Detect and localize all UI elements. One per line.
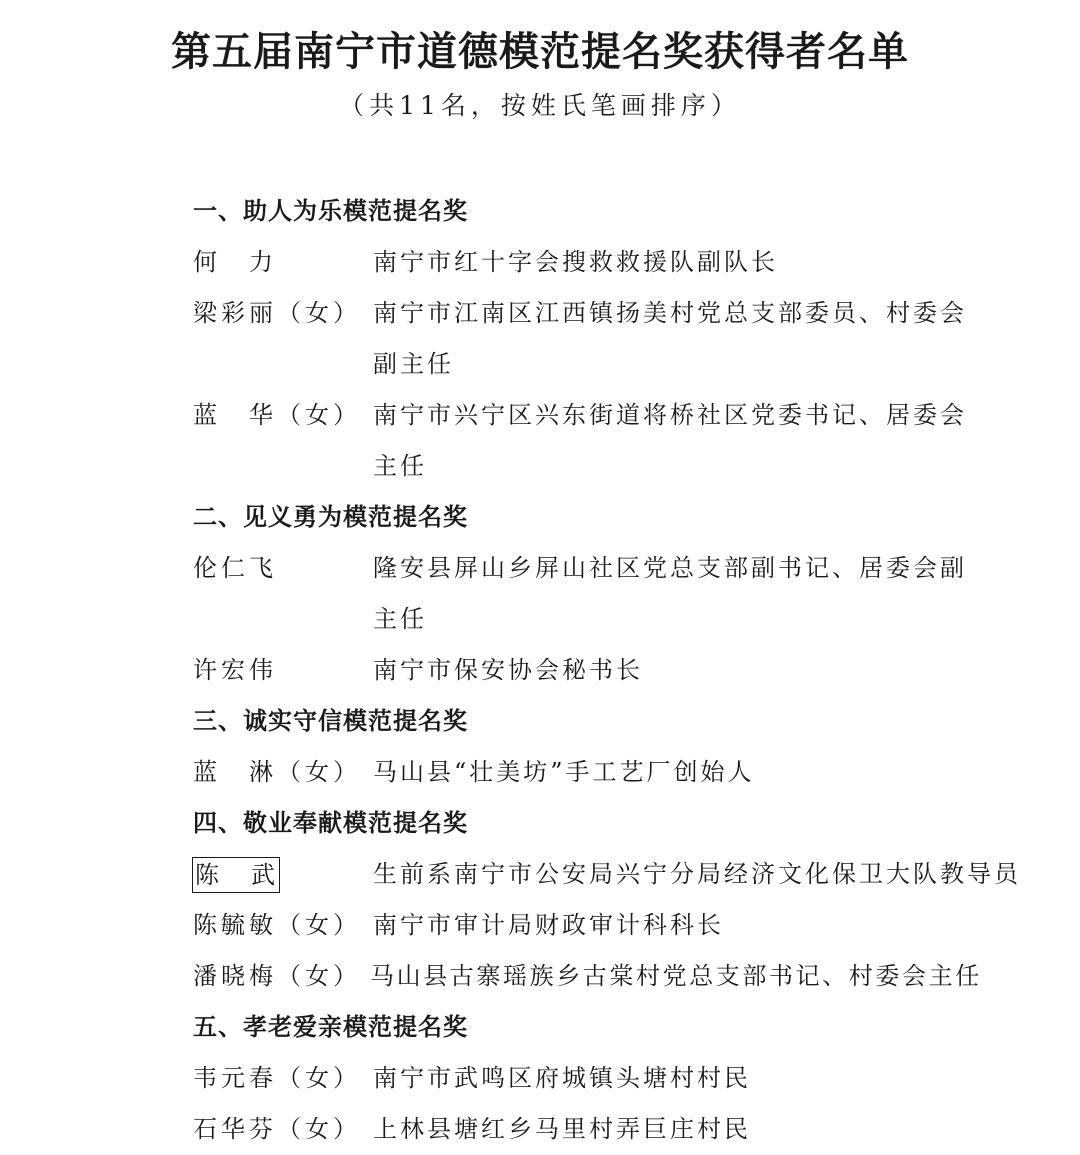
winner-name: 许宏伟: [193, 656, 277, 684]
entry-row: [0, 288, 1080, 339]
section-heading: 三、诚实守信模范提名奖: [193, 707, 468, 735]
winner-name: 石华芬（女）: [193, 1115, 361, 1143]
winner-description: 南宁市武鸣区府城镇头塘村村民: [373, 1064, 751, 1092]
entry-row: [0, 900, 1080, 951]
winner-description: 南宁市保安协会秘书长: [373, 656, 643, 684]
winner-name: 陈毓敏（女）: [193, 911, 361, 939]
winner-name: 潘晓梅（女）: [193, 962, 361, 990]
entry-continuation-row: [0, 441, 1080, 492]
winner-name: 韦元春（女）: [193, 1064, 361, 1092]
entry-continuation-row: [0, 594, 1080, 645]
section-heading-row: [0, 186, 1080, 237]
winner-description: 南宁市江南区江西镇扬美村党总支部委员、村委会: [373, 299, 967, 327]
winner-name: 伦仁飞: [193, 554, 277, 582]
winner-description: 马山县“壮美坊”手工艺厂创始人: [373, 758, 755, 786]
document-subtitle: （共11名，按姓氏笔画排序）: [339, 91, 741, 120]
section-heading: 四、敬业奉献模范提名奖: [193, 809, 468, 837]
section-heading-row: [0, 696, 1080, 747]
winner-description: 上林县塘红乡马里村弄巨庄村民: [373, 1115, 751, 1143]
entry-continuation-row: [0, 339, 1080, 390]
winner-description: 马山县古寨瑶族乡古棠村党总支部书记、村委会主任: [370, 962, 982, 990]
winner-description: 生前系南宁市公安局兴宁分局经济文化保卫大队教导员: [373, 860, 1021, 888]
winner-description: 南宁市红十字会搜救救援队副队长: [373, 248, 778, 276]
section-heading: 一、助人为乐模范提名奖: [193, 197, 468, 225]
winner-description: 南宁市审计局财政审计科科长: [373, 911, 724, 939]
winner-description-continued: 主任: [373, 605, 427, 633]
section-heading: 五、孝老爱亲模范提名奖: [193, 1013, 468, 1041]
entry-row: [0, 390, 1080, 441]
winner-name: 蓝 华（女）: [193, 401, 361, 429]
entry-row: [0, 951, 1080, 1002]
section-heading-row: [0, 492, 1080, 543]
entry-row: [0, 747, 1080, 798]
entry-row: [0, 1104, 1080, 1155]
winner-description-continued: 副主任: [373, 350, 454, 378]
winner-description-continued: 主任: [373, 452, 427, 480]
entry-row: [0, 237, 1080, 288]
entry-row: [0, 1053, 1080, 1104]
winner-name-boxed: 陈 武: [192, 857, 280, 893]
entry-row: [0, 543, 1080, 594]
entry-row: [0, 849, 1080, 900]
winner-description: 隆安县屏山乡屏山社区党总支部副书记、居委会副: [373, 554, 967, 582]
section-heading: 二、见义勇为模范提名奖: [193, 503, 468, 531]
section-heading-row: [0, 798, 1080, 849]
award-list: [0, 186, 1080, 1155]
section-heading-row: [0, 1002, 1080, 1053]
winner-description: 南宁市兴宁区兴东街道将桥社区党委书记、居委会: [373, 401, 967, 429]
winner-name: 何 力: [193, 248, 277, 276]
entry-row: [0, 645, 1080, 696]
winner-name: 梁彩丽（女）: [193, 299, 361, 327]
winner-name: 蓝 淋（女）: [193, 758, 361, 786]
document-title: 第五届南宁市道德模范提名奖获得者名单: [171, 28, 909, 75]
